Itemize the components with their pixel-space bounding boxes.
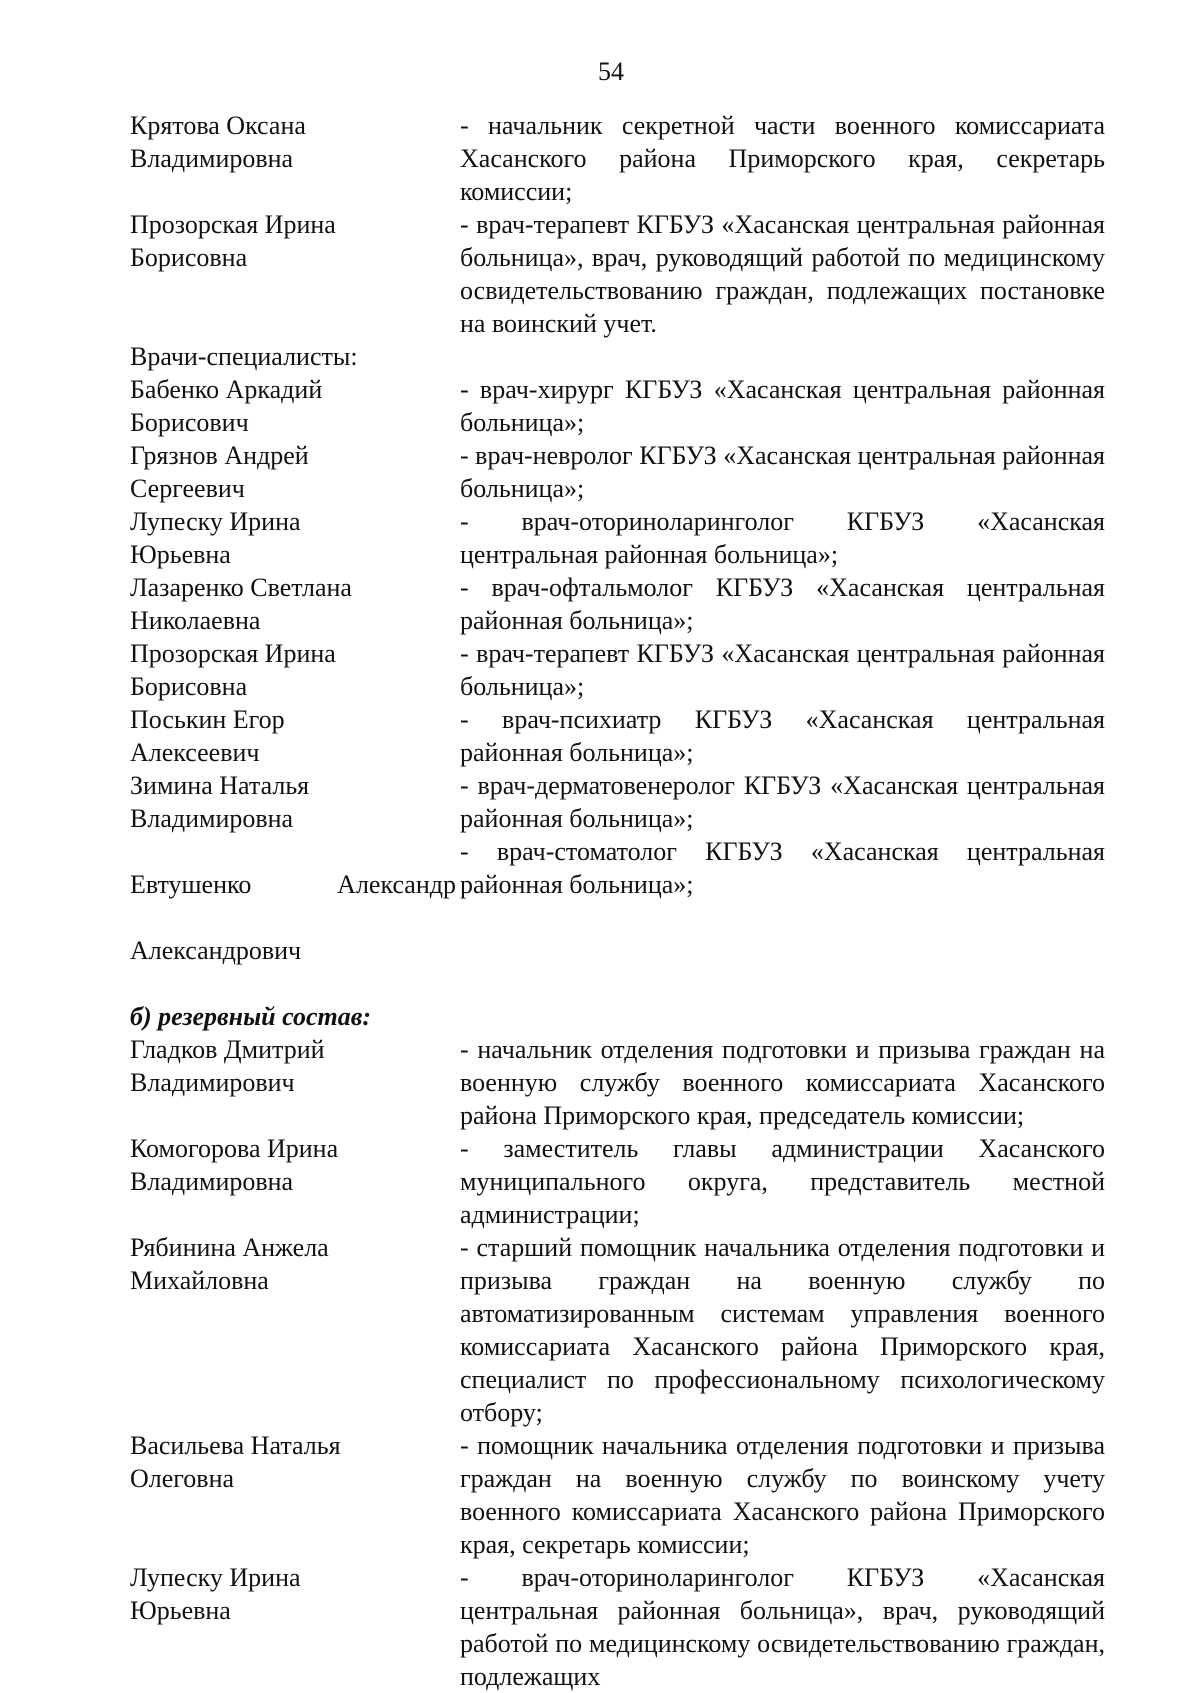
specialist-role: - врач-офтальмолог КГБУЗ «Хасанская центральная районная больница»;: [460, 573, 1105, 635]
reserve-entry: [130, 1561, 1105, 1693]
reserve-role: - помощник начальника отделения подготовки и призыва граждан на военную службу по воинскому учету военного комиссариата Хасанского района Приморского края, секретарь комиссии;: [460, 1431, 1105, 1559]
specialist-role: - врач-терапевт КГБУЗ «Хасанская центральная районная больница»;: [460, 639, 1105, 701]
reserve-entry: [130, 1429, 1105, 1561]
specialist-entry: [130, 703, 1105, 769]
member-name: Прозорская Ирина Борисовна: [130, 210, 336, 272]
specialist-name: Бабенко Аркадий Борисович: [130, 375, 323, 437]
specialist-name: Прозорская Ирина Борисовна: [130, 639, 336, 701]
specialist-name: [130, 835, 460, 1000]
specialist-name: Зимина Наталья Владимировна: [130, 771, 310, 833]
specialist-entry: [130, 505, 1105, 571]
specialist-role: - врач-стоматолог КГБУЗ «Хасанская центральная районная больница»;: [460, 837, 1105, 899]
specialist-role: - врач-дерматовенеролог КГБУЗ «Хасанская центральная районная больница»;: [460, 771, 1105, 833]
member-entry: [130, 109, 1105, 208]
specialist-entry: [130, 769, 1105, 835]
specialist-entry: [130, 835, 1105, 1000]
patronymic: Александрович: [130, 936, 302, 965]
specialist-role: - врач-психиатр КГБУЗ «Хасанская центральная районная больница»;: [460, 705, 1105, 767]
specialist-role: - врач-оториноларинголог КГБУЗ «Хасанская центральная районная больница»;: [460, 507, 1105, 569]
reserve-heading: б) резервный состав:: [130, 1002, 371, 1031]
specialist-role: - врач-хирург КГБУЗ «Хасанская центральная районная больница»;: [460, 375, 1105, 437]
specialists-heading: Врачи-специалисты:: [130, 342, 358, 371]
reserve-entry: [130, 1132, 1105, 1231]
surname: Евтушенко: [130, 870, 252, 899]
specialist-name: Лазаренко Светлана Николаевна: [130, 573, 352, 635]
page-number: 54: [598, 57, 624, 86]
name-line: [130, 868, 460, 901]
reserve-name: Комогорова Ирина Владимировна: [130, 1134, 339, 1196]
member-entry: [130, 208, 1105, 340]
reserve-role: - заместитель главы администрации Хасанского муниципального округа, представитель местной администрации;: [460, 1134, 1105, 1229]
reserve-name: Лупеску Ирина Юрьевна: [130, 1563, 301, 1625]
specialist-name: Лупеску Ирина Юрьевна: [130, 507, 301, 569]
reserve-role: - врач-оториноларинголог КГБУЗ «Хасанская центральная районная больница», врач, руководящий работой по медицинскому освидетельствованию граждан, подлежащих: [460, 1563, 1105, 1691]
specialist-entry: [130, 571, 1105, 637]
specialist-name: Грязнов Андрей Сергеевич: [130, 441, 309, 503]
member-role: - начальник секретной части военного комиссариата Хасанского района Приморского края, секретарь комиссии;: [460, 111, 1105, 206]
reserve-role: - начальник отделения подготовки и призыва граждан на военную службу военного комиссариата Хасанского района Приморского края, председатель комиссии;: [460, 1035, 1105, 1130]
reserve-role: - старший помощник начальника отделения подготовки и призыва граждан на военную службу по автоматизированным системам управления военного комиссариата Хасанского района Приморского края, специалист по профессиональному психологическому отбору;: [460, 1233, 1105, 1427]
member-name: Крятова Оксана Владимировна: [130, 111, 306, 173]
member-role: - врач-терапевт КГБУЗ «Хасанская центральная районная больница», врач, руководящий работой по медицинскому освидетельствованию граждан, подлежащих постановке на воинский учет.: [460, 210, 1105, 338]
specialist-entry: [130, 637, 1105, 703]
first-name: Александр: [337, 870, 456, 899]
reserve-entry: [130, 1231, 1105, 1429]
specialist-name: Поськин Егор Алексеевич: [130, 705, 285, 767]
reserve-entry: [130, 1033, 1105, 1132]
specialist-role: - врач-невролог КГБУЗ «Хасанская центральная районная больница»;: [460, 441, 1105, 503]
reserve-name: Васильева Наталья Олеговна: [130, 1431, 341, 1493]
reserve-name: Гладков Дмитрий Владимирович: [130, 1035, 325, 1097]
specialist-entry: [130, 439, 1105, 505]
document-body: [130, 109, 1105, 1693]
specialist-entry: [130, 373, 1105, 439]
reserve-name: Рябинина Анжела Михайловна: [130, 1233, 329, 1295]
